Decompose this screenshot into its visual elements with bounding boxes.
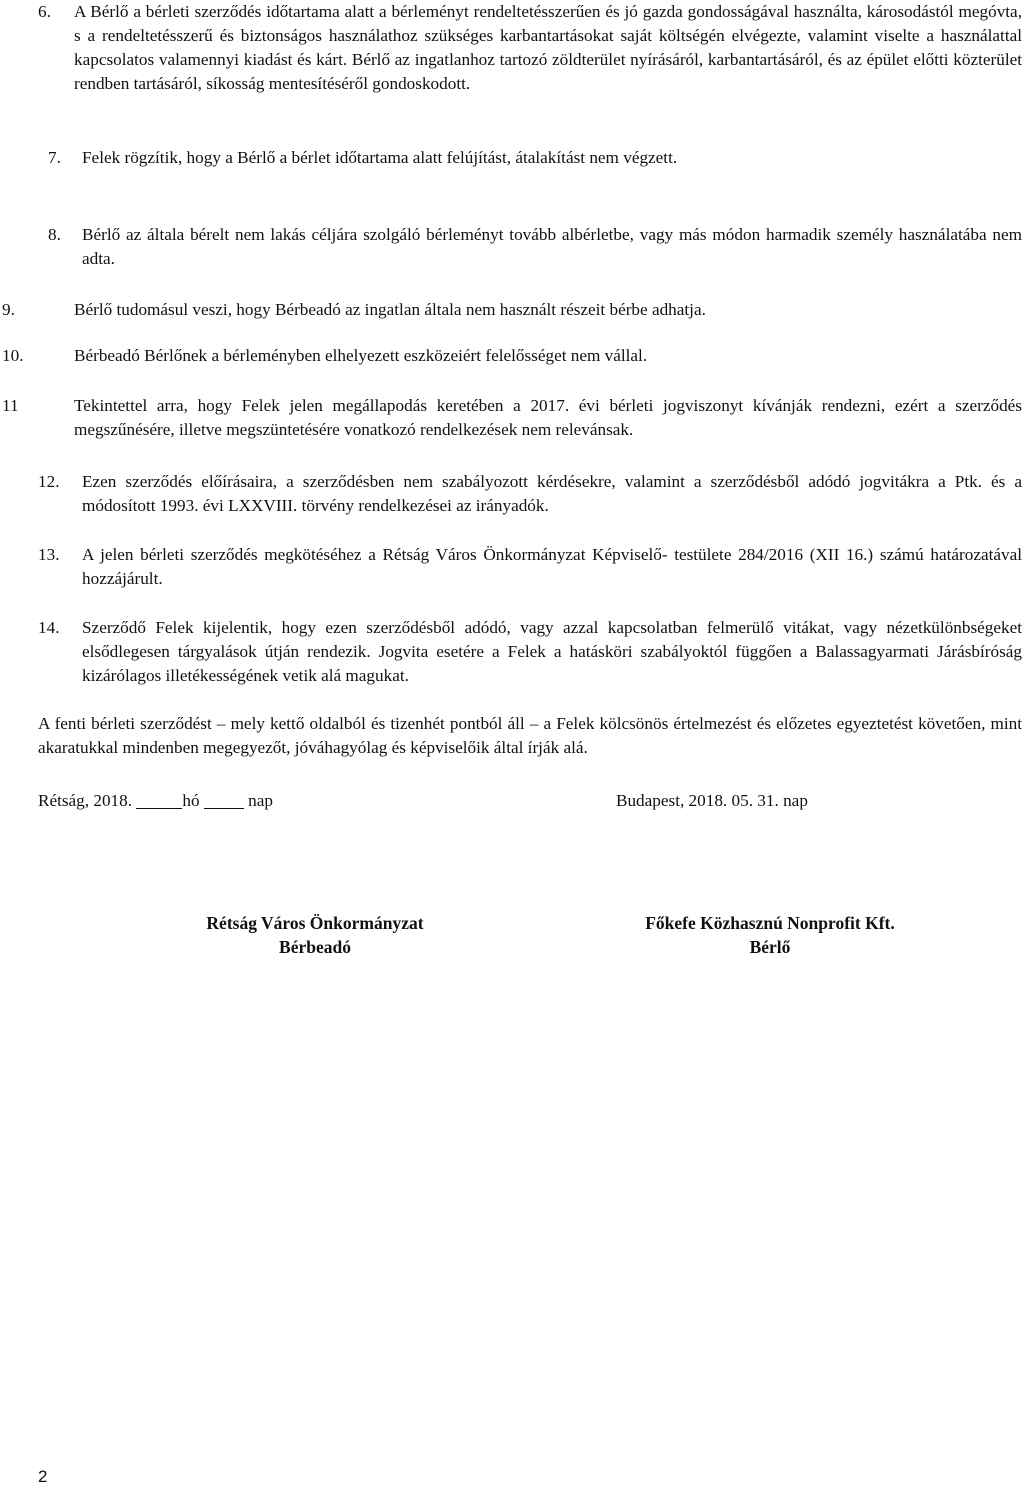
clause-text: Szerződő Felek kijelentik, hogy ezen szerződésből adódó, vagy azzal kapcsolatban felmerülő vitákat, vagy nézetkülönbségeket elsődlegesen tárgyalások útján rendezik. Jogvita esetére a Felek a hatásköri szabályoktól függően a Balassagyarmati Járásbíróság kizárólagos illetékességének vetik alá magukat. <box>82 618 1022 685</box>
clause-text: Bérlő tudomásul veszi, hogy Bérbeadó az ingatlan általa nem használt részeit bérbe adhatja. <box>74 300 706 319</box>
clause-number: 7. <box>48 148 61 167</box>
clause-number: 8. <box>48 225 61 244</box>
day-word: nap <box>248 791 273 810</box>
page-number: 2 <box>38 1467 48 1486</box>
month-blank <box>136 792 182 809</box>
closing-paragraph: A fenti bérleti szerződést – mely kettő oldalból és tizenhét pontból áll – a Felek kölcsönös értelmezést és előzetes egyeztetést követően, mint akaratukkal mindenben megegyezőt, jóváhagyólag és képviselőik által írják alá. <box>38 714 1022 757</box>
signature-block-right <box>590 911 950 959</box>
clause-number: 9. <box>2 300 15 319</box>
clause-text: Felek rögzítik, hogy a Bérlő a bérlet időtartama alatt felújítást, átalakítást nem végzett. <box>82 148 678 167</box>
signature-role-right: Bérlő <box>749 937 791 957</box>
place-date-right: Budapest, 2018. 05. 31. nap <box>616 791 808 810</box>
clause-text: Bérbeadó Bérlőnek a bérleményben elhelyezett eszközeiért felelősséget nem vállal. <box>74 346 648 365</box>
signature-name-left: Rétság Város Önkormányzat <box>206 913 424 933</box>
signature-name-right: Főkefe Közhasznú Nonprofit Kft. <box>645 913 895 933</box>
clause-text: A Bérlő a bérleti szerződés időtartama alatt a bérleményt rendeltetésszerűen és jó gazda gondosságával használta, károsodástól megóvta, s a rendeltetésszerű és biztonságos használathoz szükséges karbantartásokat saját költségén elvégezte, valamint viselte a használattal kapcsolatos valamennyi kiadást és kárt. Bérlő az ingatlanhoz tartozó zöldterület nyírásáról, karbantartásáról, és az épület előtti közterület rendben tartásáról, síkosság mentesítéséről gondoskodott. <box>74 2 1022 93</box>
clause-number: 10. <box>2 346 24 365</box>
clause-text: A jelen bérleti szerződés megkötéséhez a Rétság Város Önkormányzat Képviselő- testülete 284/2016 (XII 16.) számú határozatával hozzájárult. <box>82 545 1022 588</box>
place-date-left <box>38 789 273 813</box>
clause-number: 14. <box>38 618 60 637</box>
signature-block-left <box>150 911 480 959</box>
signature-role-left: Bérbeadó <box>279 937 351 957</box>
clause-text: Bérlő az általa bérelt nem lakás céljára szolgáló bérleményt tovább albérletbe, vagy más módon harmadik személy használatába nem adta. <box>82 225 1022 268</box>
month-word: hó <box>182 791 200 810</box>
day-blank <box>204 792 244 809</box>
clause-number: 11 <box>2 396 19 415</box>
clause-text: Tekintettel arra, hogy Felek jelen megállapodás keretében a 2017. évi bérleti jogviszonyt kívánják rendezni, ezért a szerződés megszűnésére, illetve megszüntetésére vonatkozó rendelkezések nem relevánsak. <box>74 396 1022 439</box>
clause-number: 6. <box>38 2 51 21</box>
place-date-prefix: Rétság, 2018. <box>38 791 133 810</box>
clause-text: Ezen szerződés előírásaira, a szerződésben nem szabályozott kérdésekre, valamint a szerződésből adódó jogvitákra a Ptk. és a módosított 1993. évi LXXVIII. törvény rendelkezései az irányadók. <box>82 472 1022 515</box>
clause-number: 13. <box>38 545 60 564</box>
clause-number: 12. <box>38 472 60 491</box>
